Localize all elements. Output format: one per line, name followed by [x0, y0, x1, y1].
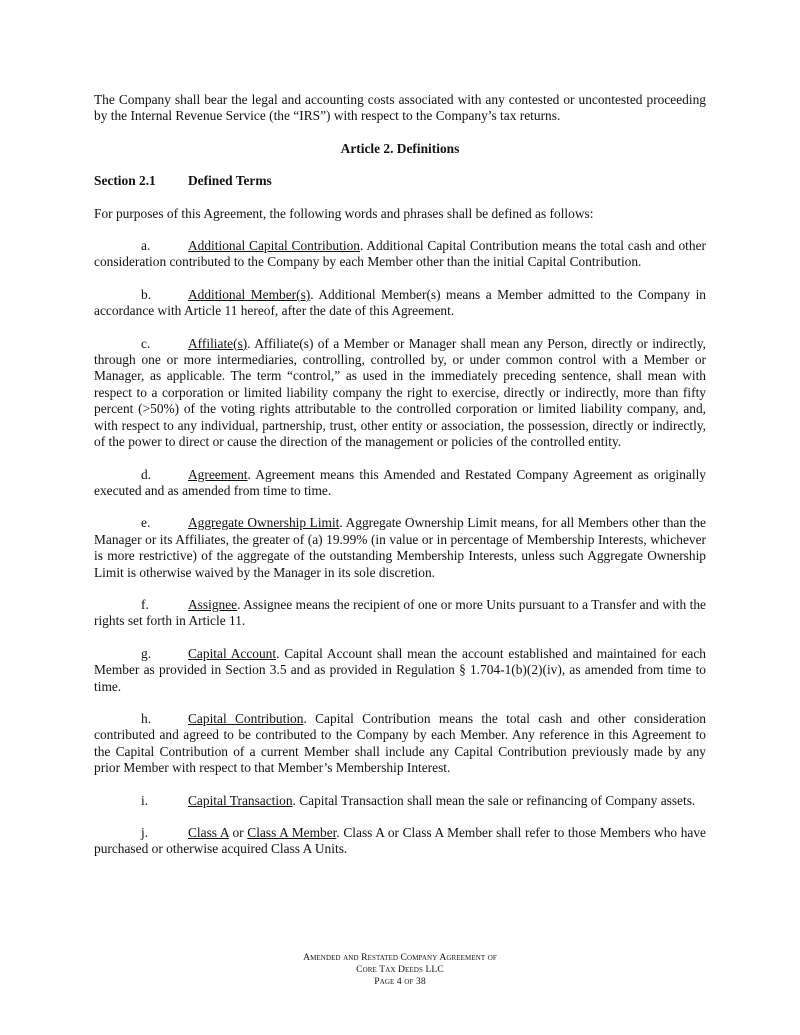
definition-letter: f.	[141, 596, 149, 612]
definition-letter: g.	[141, 645, 152, 661]
defined-term: Affiliate(s)	[188, 335, 248, 351]
defined-term: Additional Capital Contribution	[188, 238, 360, 254]
defined-term: Capital Contribution	[188, 710, 304, 726]
intro-paragraph: The Company shall bear the legal and accounting costs associated with any contested or uncontested proceeding by the Internal Revenue Service (the “IRS”) with respect to the Company’s tax returns.	[94, 92, 706, 124]
definition-text: . Aggregate Ownership Limit means, for all Members other than the Manager or its Affiliates, the greater of (a) 19.99% (in value or in percentage of Membership Interests, whichever is more restrictive) of the aggregate of the outstanding Membership Interests, unless such Aggregate Ownership Limit is otherwise waived by the Manager in its sole discretion.	[94, 515, 706, 580]
definition-item	[94, 336, 706, 451]
defined-term: Capital Account	[188, 645, 277, 661]
section-heading	[94, 173, 706, 189]
definition-item	[94, 515, 706, 581]
definition-text: . Capital Contribution means the total cash and other consideration contributed and agreed to be contributed to the Company by each Member. Any reference in this Agreement to the Capital Contribution of a current Member shall include any Capital Contribution previously made by any prior Member with respect to that Member’s Membership Interest.	[94, 710, 706, 776]
footer-agreement-title: Amended and Restated Company Agreement of	[303, 952, 497, 963]
defined-term: Class A	[188, 825, 229, 840]
definition-text: . Agreement means this Amended and Restated Company Agreement as originally executed and as amended from time to time.	[94, 466, 706, 498]
definition-letter: j.	[141, 825, 149, 840]
definition-item	[94, 238, 706, 271]
definition-text: . Capital Transaction shall mean the sale or refinancing of Company assets.	[292, 792, 696, 808]
definition-text: . Capital Account shall mean the account established and maintained for each Member as provided in Section 3.5 and as provided in Regulation § 1.704-1(b)(2)(iv), as amended from time to time.	[94, 645, 706, 694]
definition-item	[94, 597, 706, 630]
lead-in-paragraph: For purposes of this Agreement, the following words and phrases shall be defined as follows:	[94, 205, 594, 221]
definition-letter: c.	[141, 335, 151, 351]
definition-letter: a.	[141, 238, 151, 254]
defined-term: Additional Member(s)	[188, 286, 311, 302]
section-title: Defined Terms	[188, 173, 272, 189]
definition-item	[94, 825, 706, 858]
definition-text: . Additional Capital Contribution means the total cash and other consideration contributed to the Company by each Member other than the initial Capital Contribution.	[94, 238, 706, 270]
definition-item	[94, 646, 706, 695]
definition-text: . Additional Member(s) means a Member admitted to the Company in accordance with Article 11 hereof, after the date of this Agreement.	[94, 286, 706, 319]
definition-item	[94, 711, 706, 777]
document-page	[94, 92, 706, 874]
footer-page-number: Page 4 of 38	[374, 976, 426, 987]
definition-text: . Affiliate(s) of a Member or Manager shall mean any Person, directly or indirectly, through one or more intermediaries, controlling, controlled by, or under common control with a Member or Manager, as applicable. The term “control,” as used in the immediately preceding sentence, shall mean with respect to a corporation or limited liability company the right to exercise, directly or indirectly, more than fifty percent (>50%) of the voting rights attributable to the controlled corporation or limited liability company, and, with respect to any individual, partnership, trust, other entity or association, the possession, directly or indirectly, of the power to direct or cause the direction of the management or policies of the controlled entity.	[94, 335, 706, 450]
definition-letter: b.	[141, 286, 152, 302]
defined-term: Capital Transaction	[188, 792, 293, 808]
definition-letter: h.	[141, 710, 152, 726]
article-heading: Article 2. Definitions	[340, 140, 460, 156]
defined-term: Assignee	[188, 596, 238, 612]
defined-term: Agreement	[188, 466, 248, 482]
definition-item	[94, 467, 706, 500]
definition-text: . Assignee means the recipient of one or more Units pursuant to a Transfer and with the rights set forth in Article 11.	[94, 596, 706, 629]
definition-connector: or	[228, 825, 248, 840]
definition-letter: i.	[141, 792, 149, 808]
section-number: Section 2.1	[94, 173, 156, 189]
defined-term: Class A Member	[247, 825, 337, 840]
defined-term: Aggregate Ownership Limit	[188, 515, 340, 531]
footer-company-name: Core Tax Deeds LLC	[356, 964, 444, 975]
definition-item	[94, 287, 706, 320]
definition-text: . Class A or Class A Member shall refer to those Members who have purchased or otherwise acquired Class A Units.	[94, 825, 707, 857]
definition-letter: d.	[141, 466, 152, 482]
definition-letter: e.	[141, 515, 151, 531]
definition-item	[94, 793, 706, 809]
page-footer	[0, 952, 800, 988]
